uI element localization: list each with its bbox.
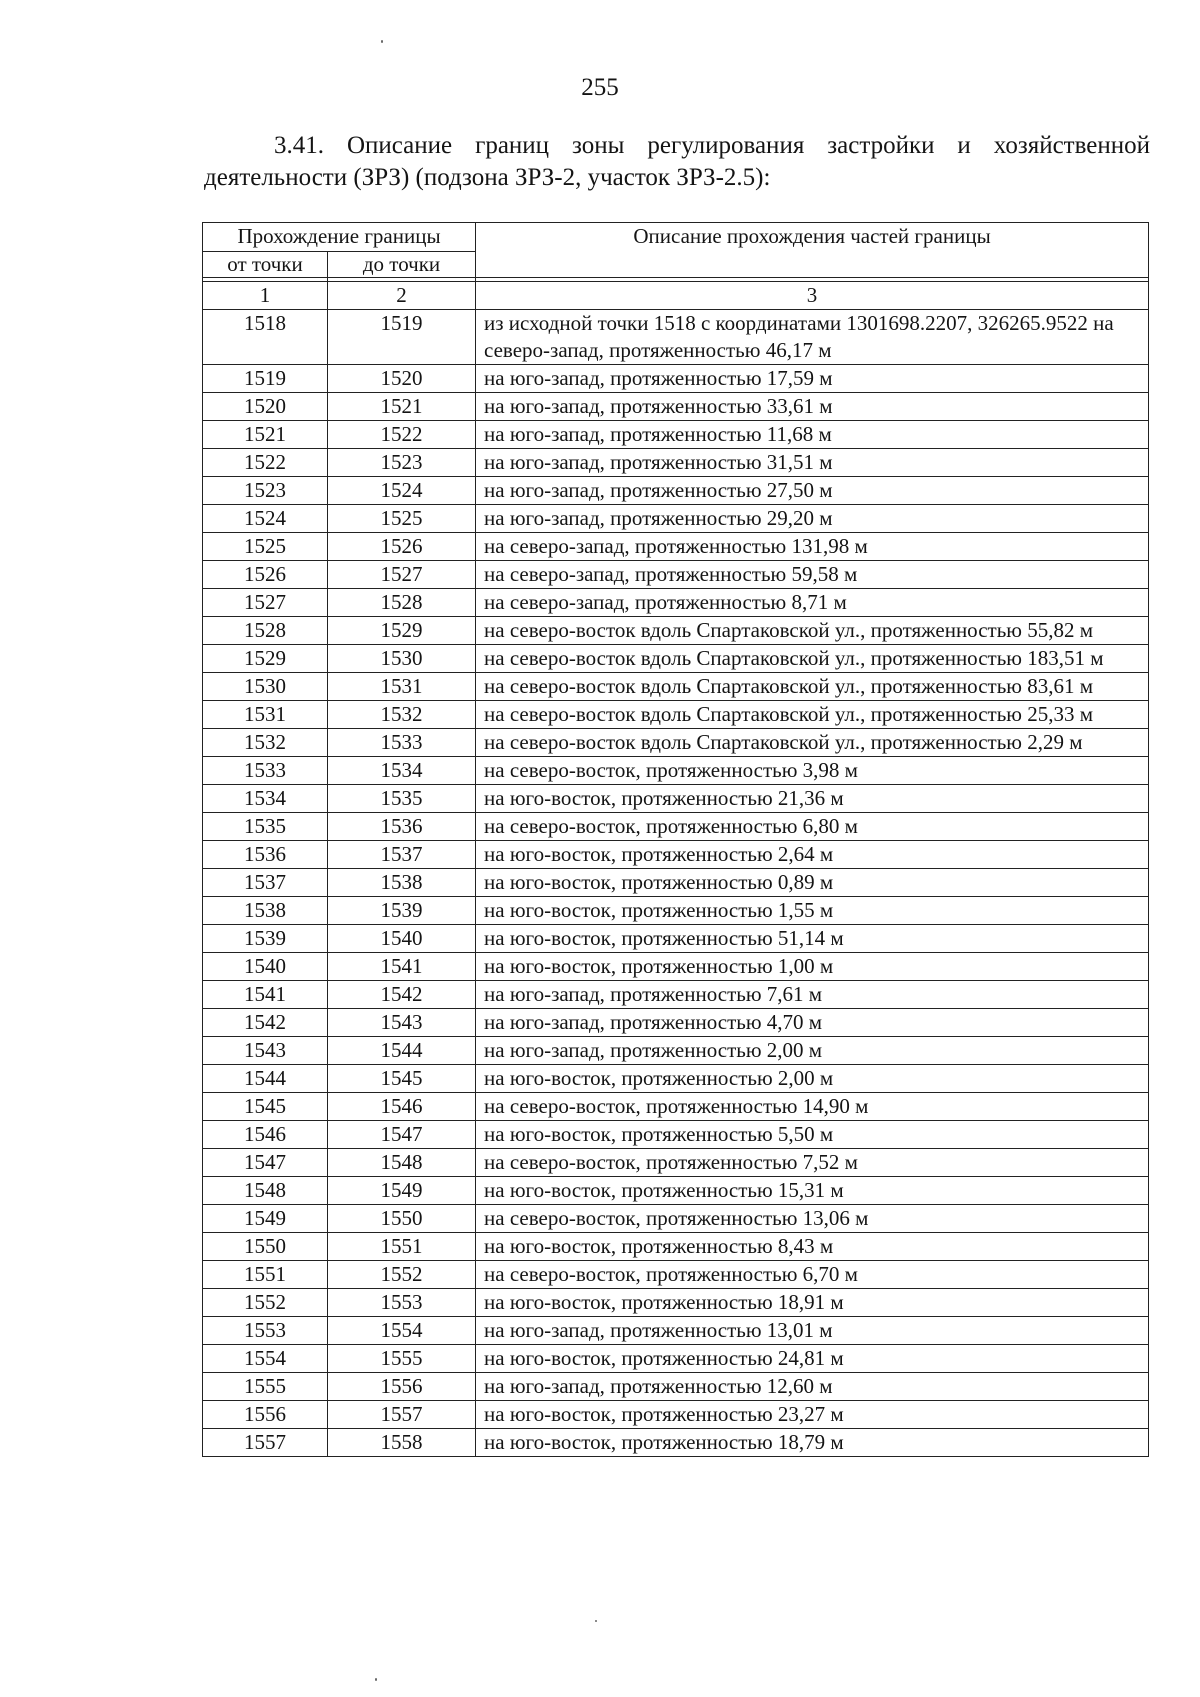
from-point-cell: 1520 [203,393,328,421]
from-point-cell: 1556 [203,1401,328,1429]
from-point-cell: 1550 [203,1233,328,1261]
from-point-cell: 1555 [203,1373,328,1401]
to-point-cell: 1547 [328,1121,476,1149]
from-point-cell: 1519 [203,365,328,393]
from-point-cell: 1545 [203,1093,328,1121]
from-point-cell: 1538 [203,897,328,925]
from-point-cell: 1537 [203,869,328,897]
from-point-cell: 1525 [203,533,328,561]
description-cell: на северо-восток, протяженностью 6,70 м [476,1261,1149,1289]
table-row [203,533,1149,561]
table-row [203,925,1149,953]
description-cell: на юго-восток, протяженностью 21,36 м [476,785,1149,813]
description-cell: на северо-запад, протяженностью 8,71 м [476,589,1149,617]
description-cell: на северо-восток, протяженностью 14,90 м [476,1093,1149,1121]
from-point-cell: 1540 [203,953,328,981]
description-cell: на северо-восток вдоль Спартаковской ул., протяженностью 25,33 м [476,701,1149,729]
from-point-cell: 1536 [203,841,328,869]
description-cell: на северо-запад, протяженностью 131,98 м [476,533,1149,561]
to-point-cell: 1532 [328,701,476,729]
from-point-cell: 1548 [203,1177,328,1205]
from-point-cell: 1541 [203,981,328,1009]
to-point-cell: 1544 [328,1037,476,1065]
table-row [203,617,1149,645]
from-point-cell: 1522 [203,449,328,477]
to-point-cell: 1520 [328,365,476,393]
table-row [203,589,1149,617]
to-point-cell: 1530 [328,645,476,673]
description-cell: на северо-восток вдоль Спартаковской ул., протяженностью 2,29 м [476,729,1149,757]
from-point-cell: 1553 [203,1317,328,1345]
table-row [203,897,1149,925]
to-point-cell: 1538 [328,869,476,897]
to-point-cell: 1535 [328,785,476,813]
to-point-cell: 1554 [328,1317,476,1345]
from-point-cell: 1544 [203,1065,328,1093]
table-row [203,1345,1149,1373]
to-point-cell: 1550 [328,1205,476,1233]
table-row [203,393,1149,421]
to-point-cell: 1533 [328,729,476,757]
table-row [203,701,1149,729]
boundary-table [202,222,1149,1457]
section-heading [204,130,1150,194]
to-point-cell: 1523 [328,449,476,477]
to-point-cell: 1540 [328,925,476,953]
description-cell: на юго-запад, протяженностью 12,60 м [476,1373,1149,1401]
description-cell: на юго-восток, протяженностью 18,91 м [476,1289,1149,1317]
to-point-cell: 1519 [328,310,476,365]
from-point-cell: 1528 [203,617,328,645]
description-cell: на юго-восток, протяженностью 51,14 м [476,925,1149,953]
table-row [203,421,1149,449]
to-point-cell: 1557 [328,1401,476,1429]
table-row [203,813,1149,841]
to-point-cell: 1556 [328,1373,476,1401]
header-to-point: до точки [328,252,476,278]
from-point-cell: 1552 [203,1289,328,1317]
to-point-cell: 1537 [328,841,476,869]
description-cell: на юго-запад, протяженностью 7,61 м [476,981,1149,1009]
from-point-cell: 1539 [203,925,328,953]
description-cell: на северо-запад, протяженностью 59,58 м [476,561,1149,589]
description-cell: на юго-восток, протяженностью 23,27 м [476,1401,1149,1429]
from-point-cell: 1529 [203,645,328,673]
description-cell: на северо-восток, протяженностью 6,80 м [476,813,1149,841]
table-row [203,1233,1149,1261]
table-row [203,365,1149,393]
from-point-cell: 1535 [203,813,328,841]
to-point-cell: 1551 [328,1233,476,1261]
from-point-cell: 1524 [203,505,328,533]
table-row [203,1121,1149,1149]
from-point-cell: 1534 [203,785,328,813]
to-point-cell: 1545 [328,1065,476,1093]
to-point-cell: 1521 [328,393,476,421]
description-cell: на юго-запад, протяженностью 27,50 м [476,477,1149,505]
scan-speck [375,1678,377,1681]
column-number-3: 3 [476,282,1149,310]
column-number-2: 2 [328,282,476,310]
from-point-cell: 1557 [203,1429,328,1457]
to-point-cell: 1528 [328,589,476,617]
table-row [203,1037,1149,1065]
from-point-cell: 1551 [203,1261,328,1289]
description-cell: на северо-восток, протяженностью 13,06 м [476,1205,1149,1233]
table-row [203,953,1149,981]
description-cell: на северо-восток, протяженностью 3,98 м [476,757,1149,785]
table-row [203,449,1149,477]
table-row [203,310,1149,365]
to-point-cell: 1525 [328,505,476,533]
description-cell: на северо-восток вдоль Спартаковской ул., протяженностью 183,51 м [476,645,1149,673]
from-point-cell: 1518 [203,310,328,365]
description-cell: на юго-запад, протяженностью 2,00 м [476,1037,1149,1065]
description-cell: на юго-восток, протяженностью 24,81 м [476,1345,1149,1373]
to-point-cell: 1543 [328,1009,476,1037]
from-point-cell: 1543 [203,1037,328,1065]
to-point-cell: 1529 [328,617,476,645]
table-row [203,645,1149,673]
to-point-cell: 1542 [328,981,476,1009]
to-point-cell: 1522 [328,421,476,449]
table-row [203,1149,1149,1177]
to-point-cell: 1524 [328,477,476,505]
table-row [203,1317,1149,1345]
description-cell: на северо-восток, протяженностью 7,52 м [476,1149,1149,1177]
description-cell: на юго-запад, протяженностью 4,70 м [476,1009,1149,1037]
description-cell: на юго-восток, протяженностью 2,00 м [476,1065,1149,1093]
table-row [203,1009,1149,1037]
to-point-cell: 1553 [328,1289,476,1317]
description-cell: на юго-восток, протяженностью 2,64 м [476,841,1149,869]
description-cell: на юго-запад, протяженностью 29,20 м [476,505,1149,533]
table-row [203,785,1149,813]
from-point-cell: 1542 [203,1009,328,1037]
to-point-cell: 1558 [328,1429,476,1457]
description-cell: из исходной точки 1518 с координатами 1301698.2207, 326265.9522 на северо-запад, протяженностью 46,17 м [476,310,1149,365]
heading-line-1: 3.41. Описание границ зоны регулирования застройки и хозяйственной [274,132,1150,159]
from-point-cell: 1526 [203,561,328,589]
table-row [203,1205,1149,1233]
description-cell: на юго-восток, протяженностью 15,31 м [476,1177,1149,1205]
table-row [203,561,1149,589]
from-point-cell: 1533 [203,757,328,785]
table-row [203,1093,1149,1121]
table-row [203,729,1149,757]
table-row [203,673,1149,701]
to-point-cell: 1531 [328,673,476,701]
table-row [203,841,1149,869]
to-point-cell: 1526 [328,533,476,561]
table-row [203,1401,1149,1429]
description-cell: на юго-восток, протяженностью 5,50 м [476,1121,1149,1149]
to-point-cell: 1539 [328,897,476,925]
to-point-cell: 1548 [328,1149,476,1177]
from-point-cell: 1547 [203,1149,328,1177]
description-cell: на юго-восток, протяженностью 8,43 м [476,1233,1149,1261]
description-cell: на юго-запад, протяженностью 13,01 м [476,1317,1149,1345]
table-row [203,477,1149,505]
description-cell: на юго-запад, протяженностью 31,51 м [476,449,1149,477]
table-row [203,1261,1149,1289]
description-cell: на юго-восток, протяженностью 0,89 м [476,869,1149,897]
table-row [203,505,1149,533]
table-row [203,981,1149,1009]
description-cell: на северо-восток вдоль Спартаковской ул., протяженностью 55,82 м [476,617,1149,645]
to-point-cell: 1546 [328,1093,476,1121]
header-from-point: от точки [203,252,328,278]
from-point-cell: 1523 [203,477,328,505]
table-row [203,1289,1149,1317]
table-row [203,757,1149,785]
from-point-cell: 1530 [203,673,328,701]
from-point-cell: 1546 [203,1121,328,1149]
to-point-cell: 1527 [328,561,476,589]
scan-speck [595,1620,597,1622]
description-cell: на юго-восток, протяженностью 1,55 м [476,897,1149,925]
to-point-cell: 1549 [328,1177,476,1205]
page-number: 255 [581,74,619,101]
heading-line-2: деятельности (ЗРЗ) (подзона ЗРЗ-2, участок ЗРЗ-2.5): [204,164,771,191]
table-body [203,310,1149,1457]
description-cell: на северо-восток вдоль Спартаковской ул., протяженностью 83,61 м [476,673,1149,701]
to-point-cell: 1534 [328,757,476,785]
table-row [203,1373,1149,1401]
from-point-cell: 1554 [203,1345,328,1373]
from-point-cell: 1531 [203,701,328,729]
table-row [203,1177,1149,1205]
table-row [203,1065,1149,1093]
table-row [203,869,1149,897]
header-description: Описание прохождения частей границы [476,223,1149,278]
table-row [203,1429,1149,1457]
scan-speck [381,40,383,43]
from-point-cell: 1527 [203,589,328,617]
to-point-cell: 1541 [328,953,476,981]
from-point-cell: 1549 [203,1205,328,1233]
from-point-cell: 1532 [203,729,328,757]
description-cell: на юго-восток, протяженностью 1,00 м [476,953,1149,981]
description-cell: на юго-запад, протяженностью 11,68 м [476,421,1149,449]
from-point-cell: 1521 [203,421,328,449]
description-cell: на юго-запад, протяженностью 17,59 м [476,365,1149,393]
description-cell: на юго-запад, протяженностью 33,61 м [476,393,1149,421]
to-point-cell: 1552 [328,1261,476,1289]
to-point-cell: 1555 [328,1345,476,1373]
column-number-1: 1 [203,282,328,310]
header-boundary-passage: Прохождение границы [203,223,476,252]
description-cell: на юго-восток, протяженностью 18,79 м [476,1429,1149,1457]
to-point-cell: 1536 [328,813,476,841]
